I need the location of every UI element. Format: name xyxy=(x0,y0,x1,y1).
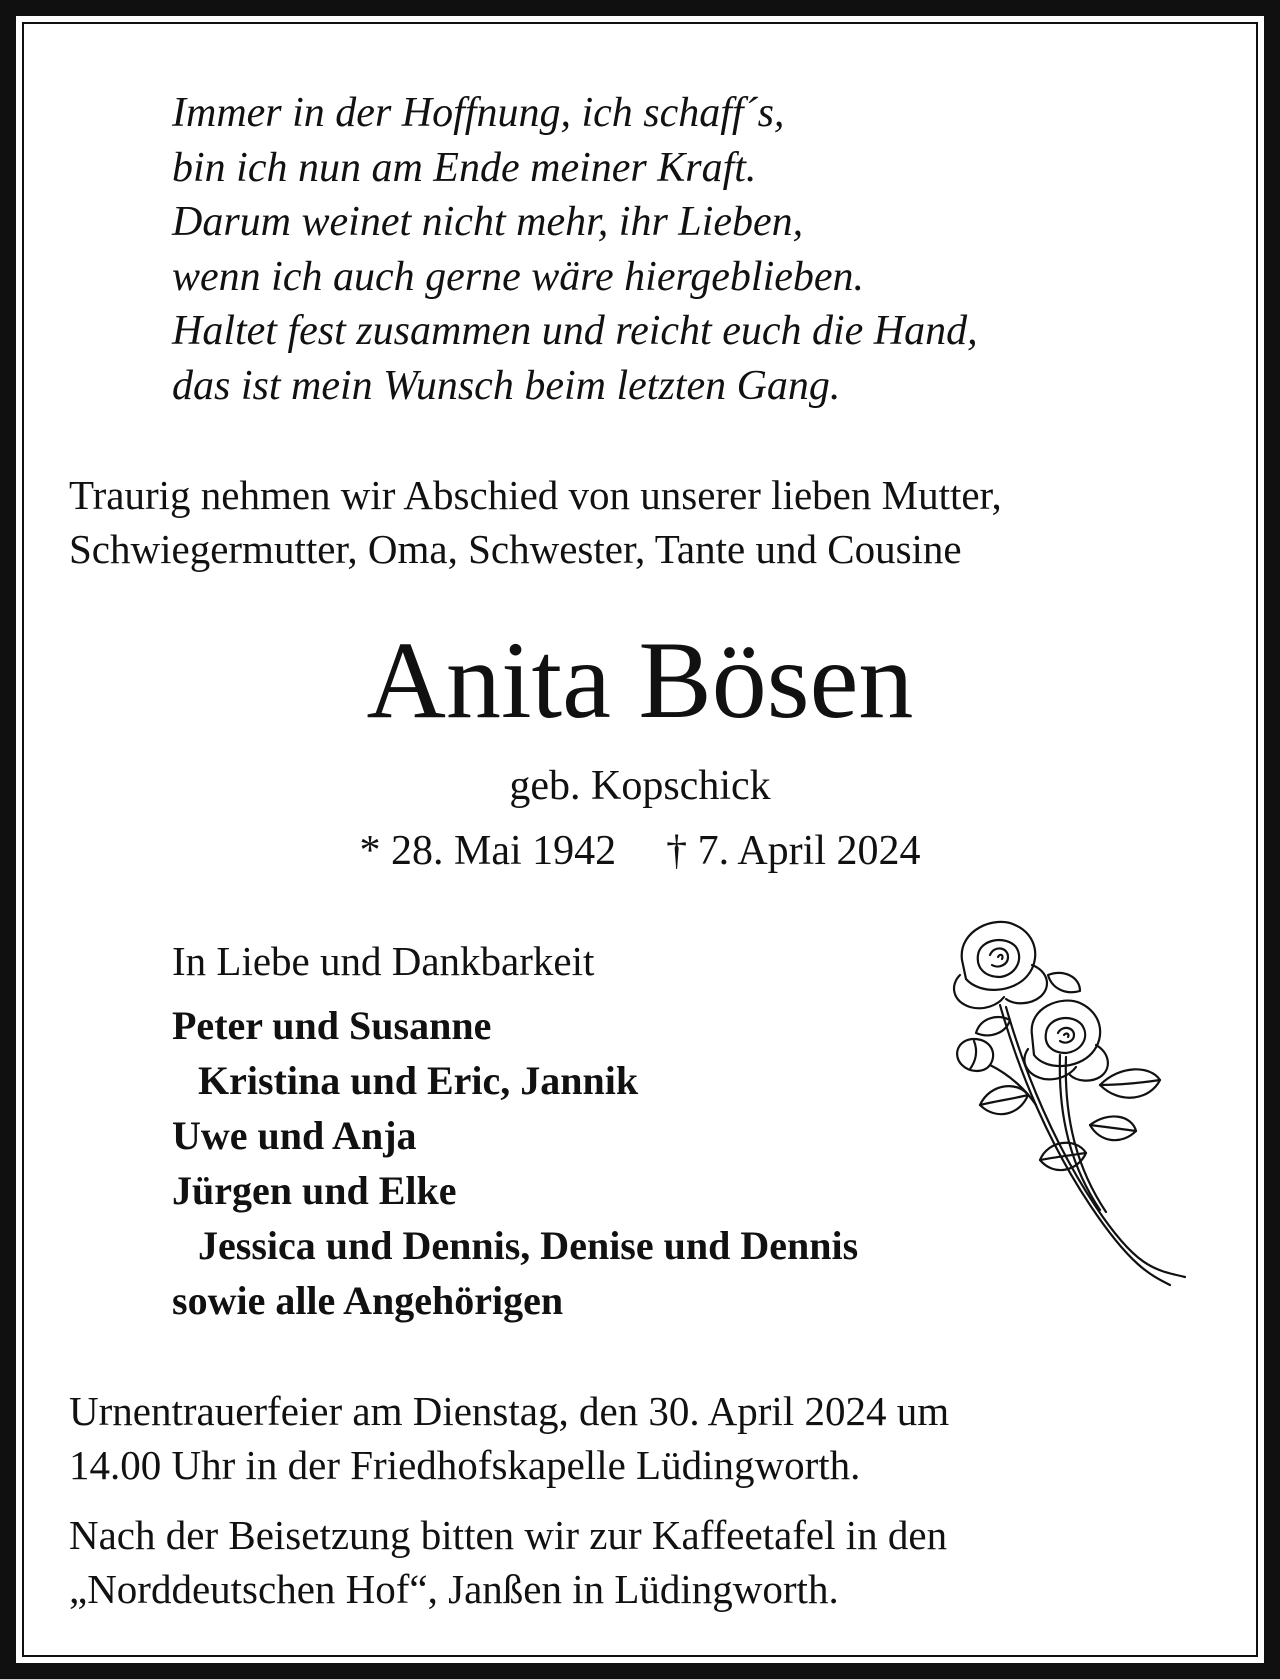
death-date: † 7. April 2024 xyxy=(666,828,921,874)
intro-line: Traurig nehmen wir Abschied von unserer lieben Mutter, xyxy=(69,472,1002,518)
poem-line: das ist mein Wunsch beim letzten Gang. xyxy=(172,362,841,409)
life-dates xyxy=(0,823,1280,879)
poem-line: Immer in der Hoffnung, ich schaff´s, xyxy=(172,90,785,136)
poem-line: Haltet fest zusammen und reicht euch die Hand, xyxy=(172,308,978,354)
service-info xyxy=(69,1384,949,1492)
reception-line: „Norddeutschen Hof“, Janßen in Lüdingworth. xyxy=(69,1566,839,1612)
mourner-line: Uwe und Anja xyxy=(172,1113,417,1158)
maiden-name: geb. Kopschick xyxy=(509,763,771,809)
mourners-list xyxy=(172,998,858,1328)
poem-line: wenn ich auch gerne wäre hiergeblieben. xyxy=(172,253,865,300)
roses-icon xyxy=(940,915,1200,1295)
service-line: 14.00 Uhr in der Friedhofskapelle Lüdingworth. xyxy=(69,1442,861,1488)
mourner-line: Peter und Susanne xyxy=(172,1003,492,1048)
reception-line: Nach der Beisetzung bitten wir zur Kaffeetafel in den xyxy=(69,1512,948,1558)
mourner-line: sowie alle Angehörigen xyxy=(172,1278,564,1323)
poem-line: bin ich nun am Ende meiner Kraft. xyxy=(172,144,757,191)
reception-info xyxy=(69,1508,947,1616)
mourner-line: Jürgen und Elke xyxy=(172,1168,457,1213)
mourner-line: Kristina und Eric, Jannik xyxy=(198,1058,639,1103)
poem xyxy=(172,86,978,413)
deceased-name: Anita Bösen xyxy=(366,619,914,741)
intro-text xyxy=(69,468,1002,576)
birth-date: * 28. Mai 1942 xyxy=(359,828,617,874)
service-line: Urnentrauerfeier am Dienstag, den 30. April 2024 um xyxy=(69,1388,950,1434)
mourner-line: Jessica und Dennis, Denise und Dennis xyxy=(198,1223,859,1268)
mourners-heading: In Liebe und Dankbarkeit xyxy=(172,938,595,984)
poem-line: Darum weinet nicht mehr, ihr Lieben, xyxy=(172,199,804,245)
intro-line: Schwiegermutter, Oma, Schwester, Tante und Cousine xyxy=(69,526,962,572)
